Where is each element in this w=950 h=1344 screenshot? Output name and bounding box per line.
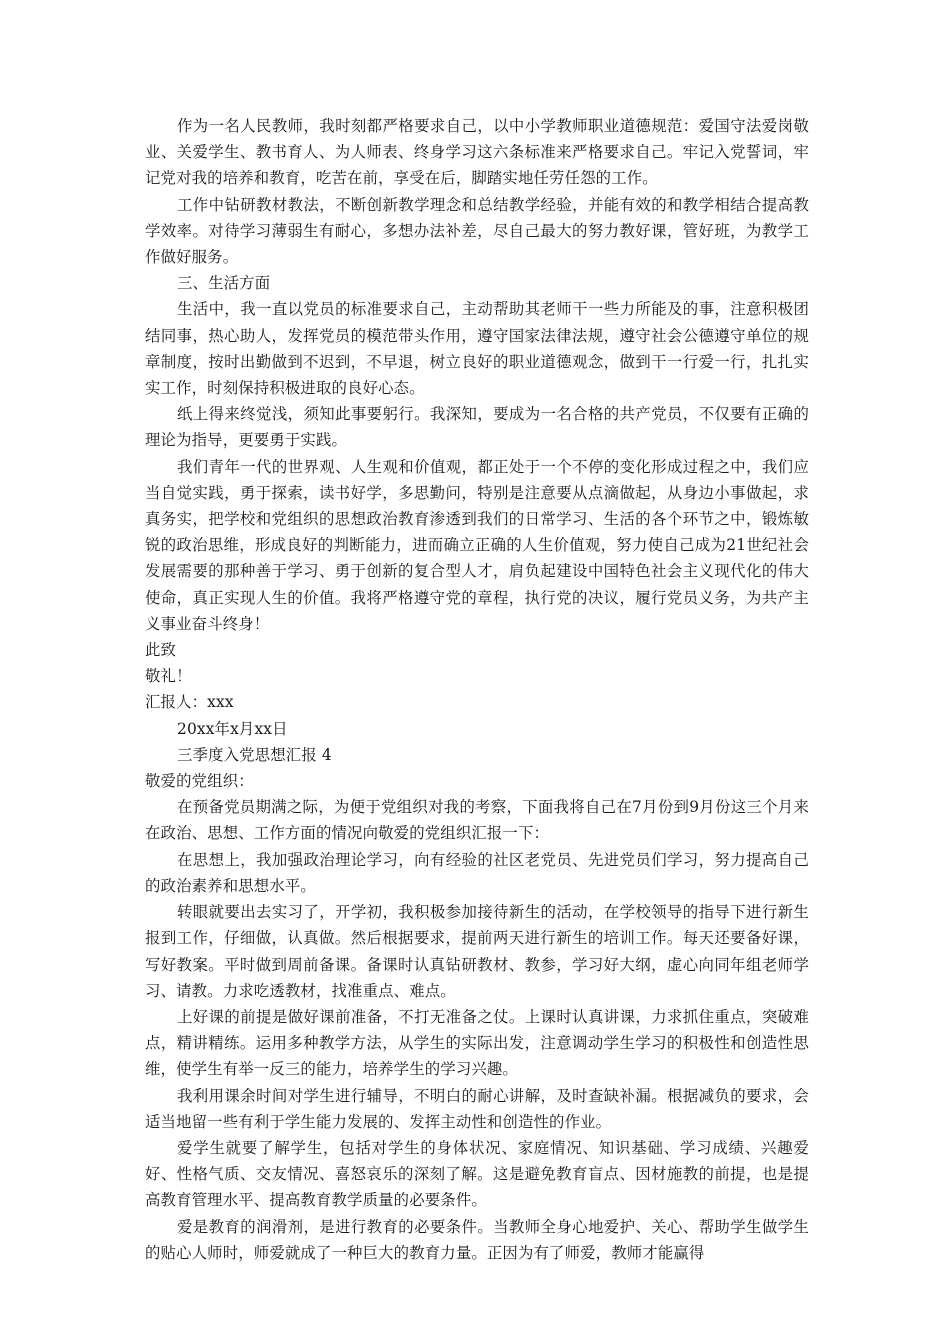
paragraph-life: 生活中，我一直以党员的标准要求自己，主动帮助其老师干一些力所能及的事，注意积极团结同事，热心助人，发挥党员的模范带头作用，遵守国家法律法规，遵守社会公德遵守单位的规章制度，按时出勤做到不迟到，不早退，树立良好的职业道德观念，做到干一行爱一行，扎扎实实工作，时刻保持积极进取的良好心态。: [145, 300, 809, 398]
section-heading-life: 三、生活方面: [177, 274, 271, 293]
paragraph-teacher-love: 爱是教育的润滑剂，是进行教育的必要条件。当教师全身心地爱护、关心、帮助学生做学生的贴心人师时，师爱就成了一种巨大的教育力量。正因为有了师爱，教师才能赢得: [145, 1217, 809, 1262]
paragraph-ideology: 在思想上，我加强政治理论学习，向有经验的社区老党员、先进党员们学习，努力提高自己的政治素养和思想水平。: [145, 850, 809, 895]
report-date: 20xx年x月xx日: [177, 719, 288, 738]
paragraph-internship: 转眼就要出去实习了，开学初，我积极参加接待新生的活动，在学校领导的指导下进行新生报到工作，仔细做，认真做。然后根据要求，提前两天进行新生的培训工作。每天还要备好课，写好教案。平时做到周前备课。备课时认真钻研教材、教参，学习好大纲，虚心向同年组老师学习、请教。力求吃透教材，找准重点、难点。: [145, 903, 809, 1000]
paragraph-introduction: 在预备党员期满之际，为便于党组织对我的考察，下面我将自己在7月份到9月份这三个月来在政治、思想、工作方面的情况向敬爱的党组织汇报一下：: [145, 798, 809, 843]
paragraph-tutoring: 我利用课余时间对学生进行辅导，不明白的耐心讲解，及时查缺补漏。根据减负的要求，会适当地留一些有利于学生能力发展的、发挥主动性和创造性的作业。: [145, 1086, 809, 1131]
report-title: 三季度入党思想汇报 4: [177, 745, 332, 764]
paragraph-youth-worldview: 我们青年一代的世界观、人生观和价值观，都正处于一个不停的变化形成过程之中，我们应当自觉实践，勇于探索，读书好学，多思勤问，特别是注意要从点滴做起，从身边小事做起，求真务实，把学校和党组织的思想政治教育渗透到我们的日常学习、生活的各个环节之中，锻炼敏锐的政治思维，形成良好的判断能力，进而确立正确的人生价值观，努力使自己成为21世纪社会发展需要的那种善于学习、勇于创新的复合型人才，肩负起建设中国特色社会主义现代化的伟大使命，真正实现人生的价值。我将严格遵守党的章程，执行党的决议，履行党员义务，为共产主义事业奋斗终身！: [145, 457, 809, 633]
paragraph-teacher-ethics: 作为一名人民教师，我时刻都严格要求自己，以中小学教师职业道德规范：爱国守法爱岗敬业、关爱学生、教书育人、为人师表、终身学习这六条标准来严格要求自己。牢记入党誓词，牢记党对我的培养和教育，吃苦在前，享受在后，脚踏实地任劳任怨的工作。: [145, 117, 809, 188]
document-page: [145, 113, 809, 1266]
reporter-name: 汇报人：xxx: [145, 693, 234, 712]
paragraph-lesson-preparation: 上好课的前提是做好课前准备，不打无准备之仗。上课时认真讲课，力求抓住重点，突破难点，精讲精练。运用多种教学方法，从学生的实际出发，注意调动学生学习的积极性和创造性思维，使学生有举一反三的能力，培养学生的学习兴趣。: [145, 1007, 809, 1079]
closing-salutation: 此致: [145, 641, 177, 660]
greeting: 敬爱的党组织：: [145, 772, 254, 791]
paragraph-practice: 纸上得来终觉浅，须知此事要躬行。我深知，要成为一名合格的共产党员，不仅要有正确的理论为指导，更要勇于实践。: [145, 405, 809, 450]
paragraph-understanding-students: 爱学生就要了解学生，包括对学生的身体状况、家庭情况、知识基础、学习成绩、兴趣爱好、性格气质、交友情况、喜怒哀乐的深刻了解。这是避免教育盲点、因材施教的前提，也是提高教育管理水平、提高教育教学质量的必要条件。: [145, 1138, 809, 1210]
paragraph-teaching-methods: 工作中钻研教材教法，不断创新教学理念和总结教学经验，并能有效的和教学相结合提高教学效率。对待学习薄弱生有耐心，多想办法补差，尽自己最大的努力教好课，管好班，为教学工作做好服务。: [145, 195, 809, 267]
closing-respect: 敬礼！: [145, 667, 192, 686]
